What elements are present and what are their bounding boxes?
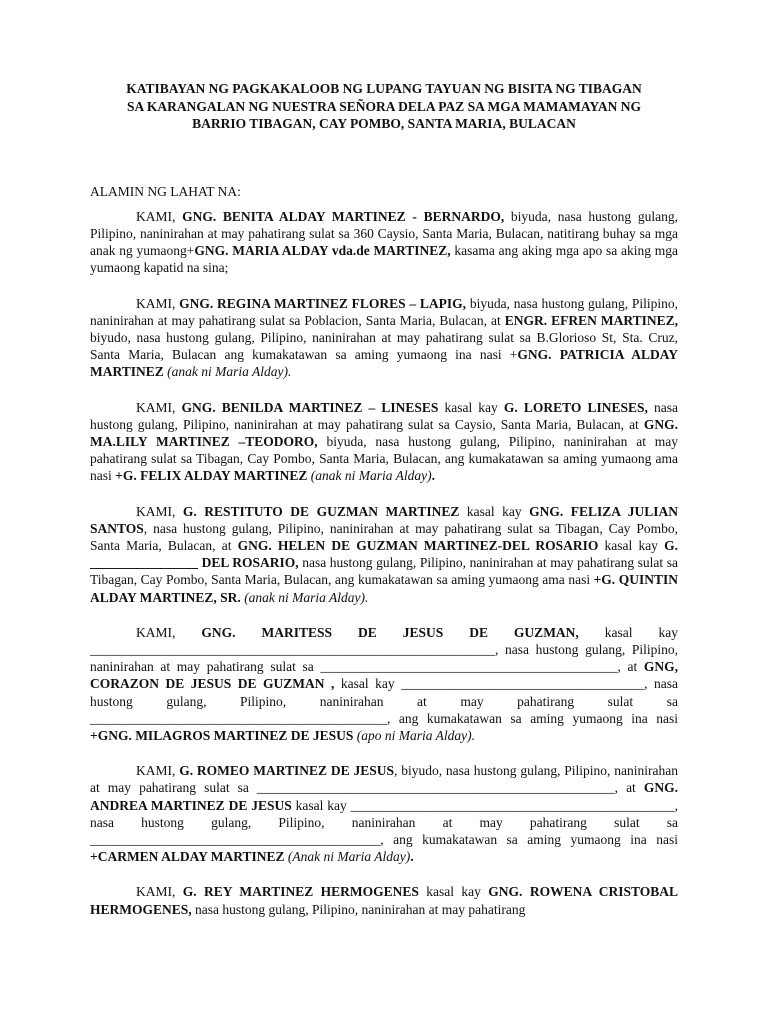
paragraph-text: KAMI, [136,503,183,519]
paragraph-text: KAMI, [136,884,183,900]
paragraph-text: nasa hustong gulang, Pilipino, naninirahan at may pahatirang [191,901,526,917]
italic-note-text: (anak ni Maria Alday) [310,468,432,484]
bold-name-text: GNG. HELEN DE GUZMAN MARTINEZ-DEL ROSARIO [237,537,599,553]
body-paragraph [90,295,678,381]
paragraph-text: kasal kay [438,399,504,415]
paragraph-text: , nasa hustong gulang, Pilipino, naninirahan at may pahatirang sulat sa Tibagan, Cay Pombo, Santa Maria, Bulacan, at [90,520,678,553]
document-body [90,208,678,918]
paragraph-text: kasal kay ________________________________________________, nasa hustong gulang, Pilipino, naninirahan at may pahatirang sulat sa ___________________________________________, ang kumakatawan sa aming yumaong ina nasi [90,797,679,847]
bold-name-text: GNG. PATRICIA ALDAY MARTINEZ [90,347,678,380]
bold-name-text: G. RESTITUTO DE GUZMAN MARTINEZ [182,503,460,519]
body-paragraph [90,762,678,865]
paragraph-text: biyuda, nasa hustong gulang, Pilipino, naninirahan at may pahatirang sulat sa Tibagan, Cay Pombo, Santa Maria, Bulacan, ang kumakatawan sa aming yumaong ama nasi [90,433,678,484]
paragraph-text: kasal kay ____________________________________________________________, nasa hustong gulang, Pilipino, naninirahan at may pahatirang sulat sa ____________________________________________, at [90,624,679,675]
intro-heading: ALAMIN NG LAHAT NA: [90,183,241,199]
title-line: SA KARANGALAN NG NUESTRA SEÑORA DELA PAZ SA MGA MAMAMAYAN NG [126,98,642,114]
title-line: BARRIO TIBAGAN, CAY POMBO, SANTA MARIA, BULACAN [192,116,576,131]
paragraph-text: kasal kay ____________________________________, nasa hustong gulang, Pilipino, naninirahan at may pahatirang sulat sa ____________________________________________, ang kumakatawan sa aming yumaong ina nasi [90,676,678,726]
bold-name-text: G. ________________ DEL ROSARIO, [90,537,678,571]
paragraph-text: biyuda, nasa hustong gulang, Pilipino, naninirahan at may pahatirang sulat sa 360 Caysio, Santa Maria, Bulacan, natitirang buhay sa mga anak ng yumaong+ [90,208,679,259]
bold-name-text: . [410,849,414,865]
document-title [90,80,678,133]
paragraph-text: nasa hustong gulang, Pilipino, naninirahan at may pahatirang sulat sa Caysio, Santa Maria, Bulacan, at [90,399,679,432]
bold-name-text: G. ROMEO MARTINEZ DE JESUS [179,763,394,779]
italic-note-text: (Anak ni Maria Alday) [287,849,411,865]
paragraph-text: KAMI, [136,399,182,415]
bold-name-text: GNG. ROWENA CRISTOBAL HERMOGENES, [90,884,678,917]
bold-name-text: GNG. BENITA ALDAY MARTINEZ - BERNARDO, [182,208,505,224]
title-line: KATIBAYAN NG PAGKAKALOOB NG LUPANG TAYUAN NG BISITA NG TIBAGAN [126,81,642,96]
document-page [90,80,678,918]
bold-name-text: +G. QUINTIN ALDAY MARTINEZ, SR. [90,572,678,605]
bold-name-text: GNG. BENILDA MARTINEZ – LINESES [181,399,439,415]
body-paragraph [90,399,678,485]
paragraph-text: , biyudo, nasa hustong gulang, Pilipino, naninirahan at may pahatirang sulat sa _____________________________________________________, at [90,763,678,796]
bold-name-text: . [431,468,435,484]
bold-name-text: GNG, CORAZON DE JESUS DE GUZMAN , [90,659,678,692]
bold-name-text: G. LORETO LINESES, [503,399,648,415]
body-paragraph [90,208,678,277]
body-paragraph [90,503,678,606]
paragraph-text: biyuda, nasa hustong gulang, Pilipino, naninirahan at may pahatirang sulat sa Poblacion, Santa Maria, Bulacan, at [90,295,678,328]
bold-name-text: G. REY MARTINEZ HERMOGENES [182,884,419,900]
bold-name-text: ENGR. EFREN MARTINEZ, [504,312,678,328]
bold-name-text: GNG. MARIA ALDAY vda.de MARTINEZ, [194,243,451,259]
bold-name-text: +G. FELIX ALDAY MARTINEZ [115,468,308,484]
paragraph-text: kasal kay [459,503,530,519]
bold-name-text: +GNG. MILAGROS MARTINEZ DE JESUS [90,727,354,743]
italic-note-text: (apo ni Maria Alday). [356,727,476,743]
bold-name-text: GNG. ANDREA MARTINEZ DE JESUS [90,780,678,813]
paragraph-text: kasama ang aking mga apo sa aking mga yumaong kapatid na sina; [90,243,678,276]
italic-note-text: (anak ni Maria Alday). [244,589,369,605]
paragraph-text: KAMI, [136,624,202,640]
italic-note-text: (anak ni Maria Alday). [167,364,292,380]
paragraph-text: KAMI, [136,208,183,224]
paragraph-text: kasal kay [418,884,489,900]
bold-name-text: GNG. REGINA MARTINEZ FLORES – LAPIG, [179,295,467,311]
paragraph-text: KAMI, [136,295,180,311]
paragraph-text: biyudo, nasa hustong gulang, Pilipino, naninirahan at may pahatirang sulat sa B.Glorioso St, Sta. Cruz, Santa Maria, Bulacan ang kumakatawan sa aming yumaong ina nasi + [90,329,678,363]
body-paragraph [90,883,678,917]
bold-name-text: GNG. FELIZA JULIAN SANTOS [90,503,679,536]
body-paragraph [90,624,678,744]
bold-name-text: +CARMEN ALDAY MARTINEZ [90,849,285,865]
paragraph-text: KAMI, [136,763,180,779]
paragraph-text: kasal kay [598,537,665,553]
bold-name-text: GNG. MARITESS DE JESUS DE GUZMAN, [201,624,579,640]
bold-name-text: GNG. MA.LILY MARTINEZ –TEODORO, [90,416,678,449]
paragraph-text: nasa hustong gulang, Pilipino, naninirahan at may pahatirang sulat sa Tibagan, Cay Pombo, Santa Maria, Bulacan, ang kumakatawan sa aming yumaong ama nasi [90,555,679,588]
